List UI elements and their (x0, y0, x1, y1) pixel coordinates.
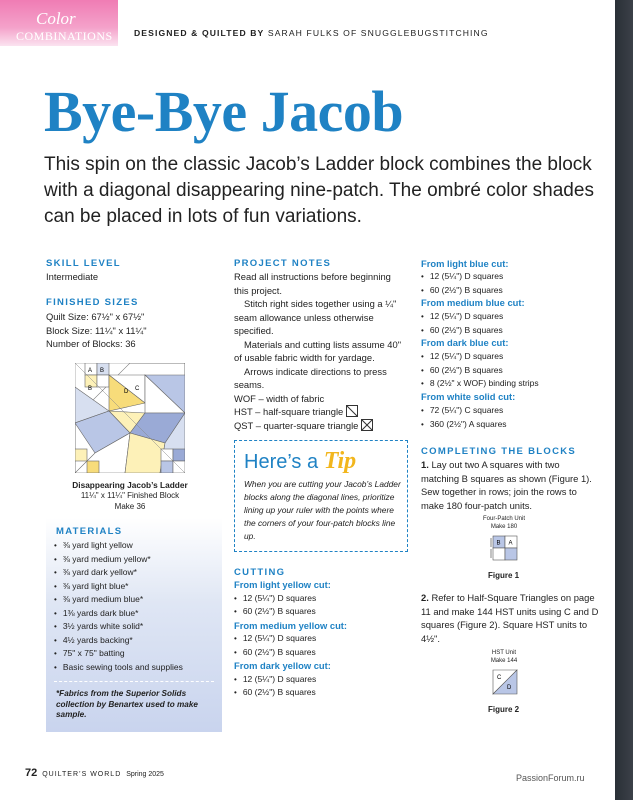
list-item: • 60 (2½") B squares (421, 324, 503, 338)
list-item: • ⅜ yard medium yellow* (54, 553, 183, 567)
list-item: • 12 (5¼") D squares (234, 673, 316, 687)
materials-note: *Fabrics from the Superior Solids collection by Benartex used to make sample. (56, 689, 198, 719)
figure-1-caption: Figure 1 (488, 571, 520, 580)
list-item: • 3½ yards white solid* (54, 620, 183, 634)
project-notes-p3: Materials and cutting lists assume 40" of usable fabric width for yardage. (234, 338, 402, 363)
page-footer (25, 767, 164, 779)
cutting-white-label: From white solid cut: (421, 391, 516, 402)
list-item: • 12 (5¼") D squares (421, 310, 503, 324)
figure-1-unit: Four-Patch Unit (482, 516, 525, 522)
block-label-d: D (124, 389, 129, 395)
figure-1-label-b: B (496, 540, 501, 547)
pattern-title: Bye-Bye Jacob (44, 79, 404, 144)
figure-1-title (474, 516, 534, 531)
list-item: • 8 (2½" x WOF) binding strips (421, 377, 539, 391)
cutting-light-blue-label: From light blue cut: (421, 258, 509, 269)
tip-title-text: Here’s a (244, 451, 319, 473)
step-2 (421, 591, 599, 645)
page-edge-strip (615, 0, 633, 800)
intro-paragraph: This spin on the classic Jacob’s Ladder block combines the block with a diagonal disappearing nine-patch. The ombré color shades can be placed in lots of fun variations. (44, 154, 594, 227)
list-item: • 12 (5¼") D squares (234, 592, 316, 606)
list-item: • 360 (2½") A squares (421, 418, 507, 432)
abbrev-wof: WOF – width of fabric (234, 392, 325, 404)
issue-date: Spring 2025 (126, 771, 164, 778)
list-item: • 60 (2½") B squares (421, 284, 503, 298)
step-1-text: Lay out two A squares with two matching B squares as shown (Figure 1). Sew together in rows; join the rows to make 180 four-patch units. (421, 459, 592, 511)
list-item: • ⅜ yard dark yellow* (54, 566, 183, 580)
cutting-white-list (421, 404, 507, 431)
abbrev-qst: QST – quarter-square triangle (234, 419, 359, 431)
finished-block-size: Block Size: 11¼" x 11¼" (46, 324, 147, 336)
project-notes-heading: PROJECT NOTES (234, 258, 332, 269)
list-item: • 60 (2½") B squares (421, 364, 539, 378)
byline (134, 28, 489, 38)
materials-list (54, 539, 183, 674)
cutting-medium-blue-list (421, 310, 503, 337)
abbrev-hst-row (234, 405, 358, 419)
list-item: • 12 (5¼") D squares (421, 350, 539, 364)
project-notes-p2: Stitch right sides together using a ¼" seam allowance unless otherwise specified. (234, 298, 397, 336)
step-1-number: 1. (421, 459, 429, 470)
step-2-text: Refer to Half-Square Triangles on page 11 and make 144 HST units using C and D squares (Figure 2). Square HST units to 4½". (421, 592, 599, 644)
section-tab-combinations: COMBINATIONS (16, 29, 113, 43)
block-label-b-left: B (88, 386, 93, 392)
figure-1-label-a: A (508, 540, 513, 547)
project-notes-p1: Read all instructions before beginning this project. (234, 271, 391, 296)
tip-title-word: Tip (323, 448, 357, 474)
finished-quilt-size: Quilt Size: 67½" x 67½" (46, 311, 145, 322)
cutting-light-yellow-label: From light yellow cut: (234, 579, 331, 590)
finished-heading: FINISHED SIZES (46, 297, 139, 308)
magazine-name: QUILTER’S WORLD (42, 771, 122, 778)
block-diagram (75, 363, 185, 473)
list-item: • ⅜ yard light yellow (54, 539, 183, 553)
figure-2-title (474, 650, 534, 665)
list-item: • ⅜ yard light blue* (54, 580, 183, 594)
finished-block-count: Number of Blocks: 36 (46, 338, 136, 349)
project-notes-p4: Arrows indicate directions to press seams. (234, 365, 387, 390)
cutting-dark-yellow-label: From dark yellow cut: (234, 660, 331, 671)
cutting-light-blue-list (421, 270, 503, 297)
block-caption-make: Make 36 (114, 501, 146, 511)
byline-prefix: DESIGNED & QUILTED BY (134, 28, 265, 38)
tip-text: When you are cutting your Jacob’s Ladder blocks along the diagonal lines, prioritize lining up your ruler with the points where the corners of your four-patch blocks line up. (244, 479, 401, 541)
block-caption-title: Disappearing Jacob’s Ladder (72, 480, 188, 490)
block-label-b-top: B (100, 368, 105, 374)
list-item: • 60 (2½") B squares (234, 686, 316, 700)
skill-heading: SKILL LEVEL (46, 258, 121, 269)
list-item: • 12 (5¼") D squares (421, 270, 503, 284)
list-item: • 75" x 75" batting (54, 647, 183, 661)
step-2-number: 2. (421, 592, 429, 603)
step-1 (421, 458, 599, 512)
list-item: • Basic sewing tools and supplies (54, 661, 183, 675)
cutting-dark-blue-list (421, 350, 539, 391)
figure-1-make: Make 180 (490, 523, 518, 530)
completing-heading: COMPLETING THE BLOCKS (421, 446, 577, 457)
list-item: • 60 (2½") B squares (234, 605, 316, 619)
cutting-medium-yellow-label: From medium yellow cut: (234, 619, 348, 631)
abbrev-qst-row (234, 419, 373, 433)
block-label-a: A (88, 368, 93, 374)
figure-2-label-d: D (507, 685, 512, 691)
qst-square-icon (361, 419, 373, 431)
figure-2-caption: Figure 2 (488, 705, 520, 714)
materials-heading: MATERIALS (56, 526, 123, 537)
cutting-light-yellow-list (234, 592, 316, 619)
watermark: PassionForum.ru (516, 773, 585, 783)
tip-title (244, 448, 356, 475)
cutting-heading: CUTTING (234, 567, 286, 578)
page-number: 72 (25, 767, 38, 779)
abbrev-hst: HST – half-square triangle (234, 406, 344, 417)
figure-2-label-c: C (497, 675, 502, 681)
list-item: • ⅜ yard medium blue* (54, 593, 183, 607)
materials-divider (54, 681, 214, 682)
block-caption-size: 11¼" x 11¼" Finished Block (80, 491, 180, 500)
list-item: • 1⅜ yards dark blue* (54, 607, 183, 621)
cutting-medium-yellow-list (234, 632, 316, 659)
list-item: • 60 (2½") B squares (234, 646, 316, 660)
cutting-medium-blue-label: From medium blue cut: (421, 297, 525, 308)
list-item: • 72 (5¼") C squares (421, 404, 507, 418)
hst-square-icon (346, 405, 358, 417)
cutting-dark-blue-label: From dark blue cut: (421, 337, 509, 348)
list-item: • 4½ yards backing* (54, 634, 183, 648)
block-diagram-caption (46, 480, 214, 512)
section-tab-color: Color (36, 9, 76, 28)
figure-2-make: Make 144 (490, 657, 518, 664)
figure-2-diagram (490, 667, 520, 697)
figure-1-diagram (490, 533, 520, 563)
skill-value: Intermediate (46, 271, 99, 282)
figure-2-unit: HST Unit (491, 650, 517, 656)
list-item: • 12 (5¼") D squares (234, 632, 316, 646)
byline-designer: SARAH FULKS OF SNUGGLEBUGSTITCHING (267, 28, 489, 38)
block-label-c: C (135, 386, 140, 392)
cutting-dark-yellow-list (234, 673, 316, 700)
